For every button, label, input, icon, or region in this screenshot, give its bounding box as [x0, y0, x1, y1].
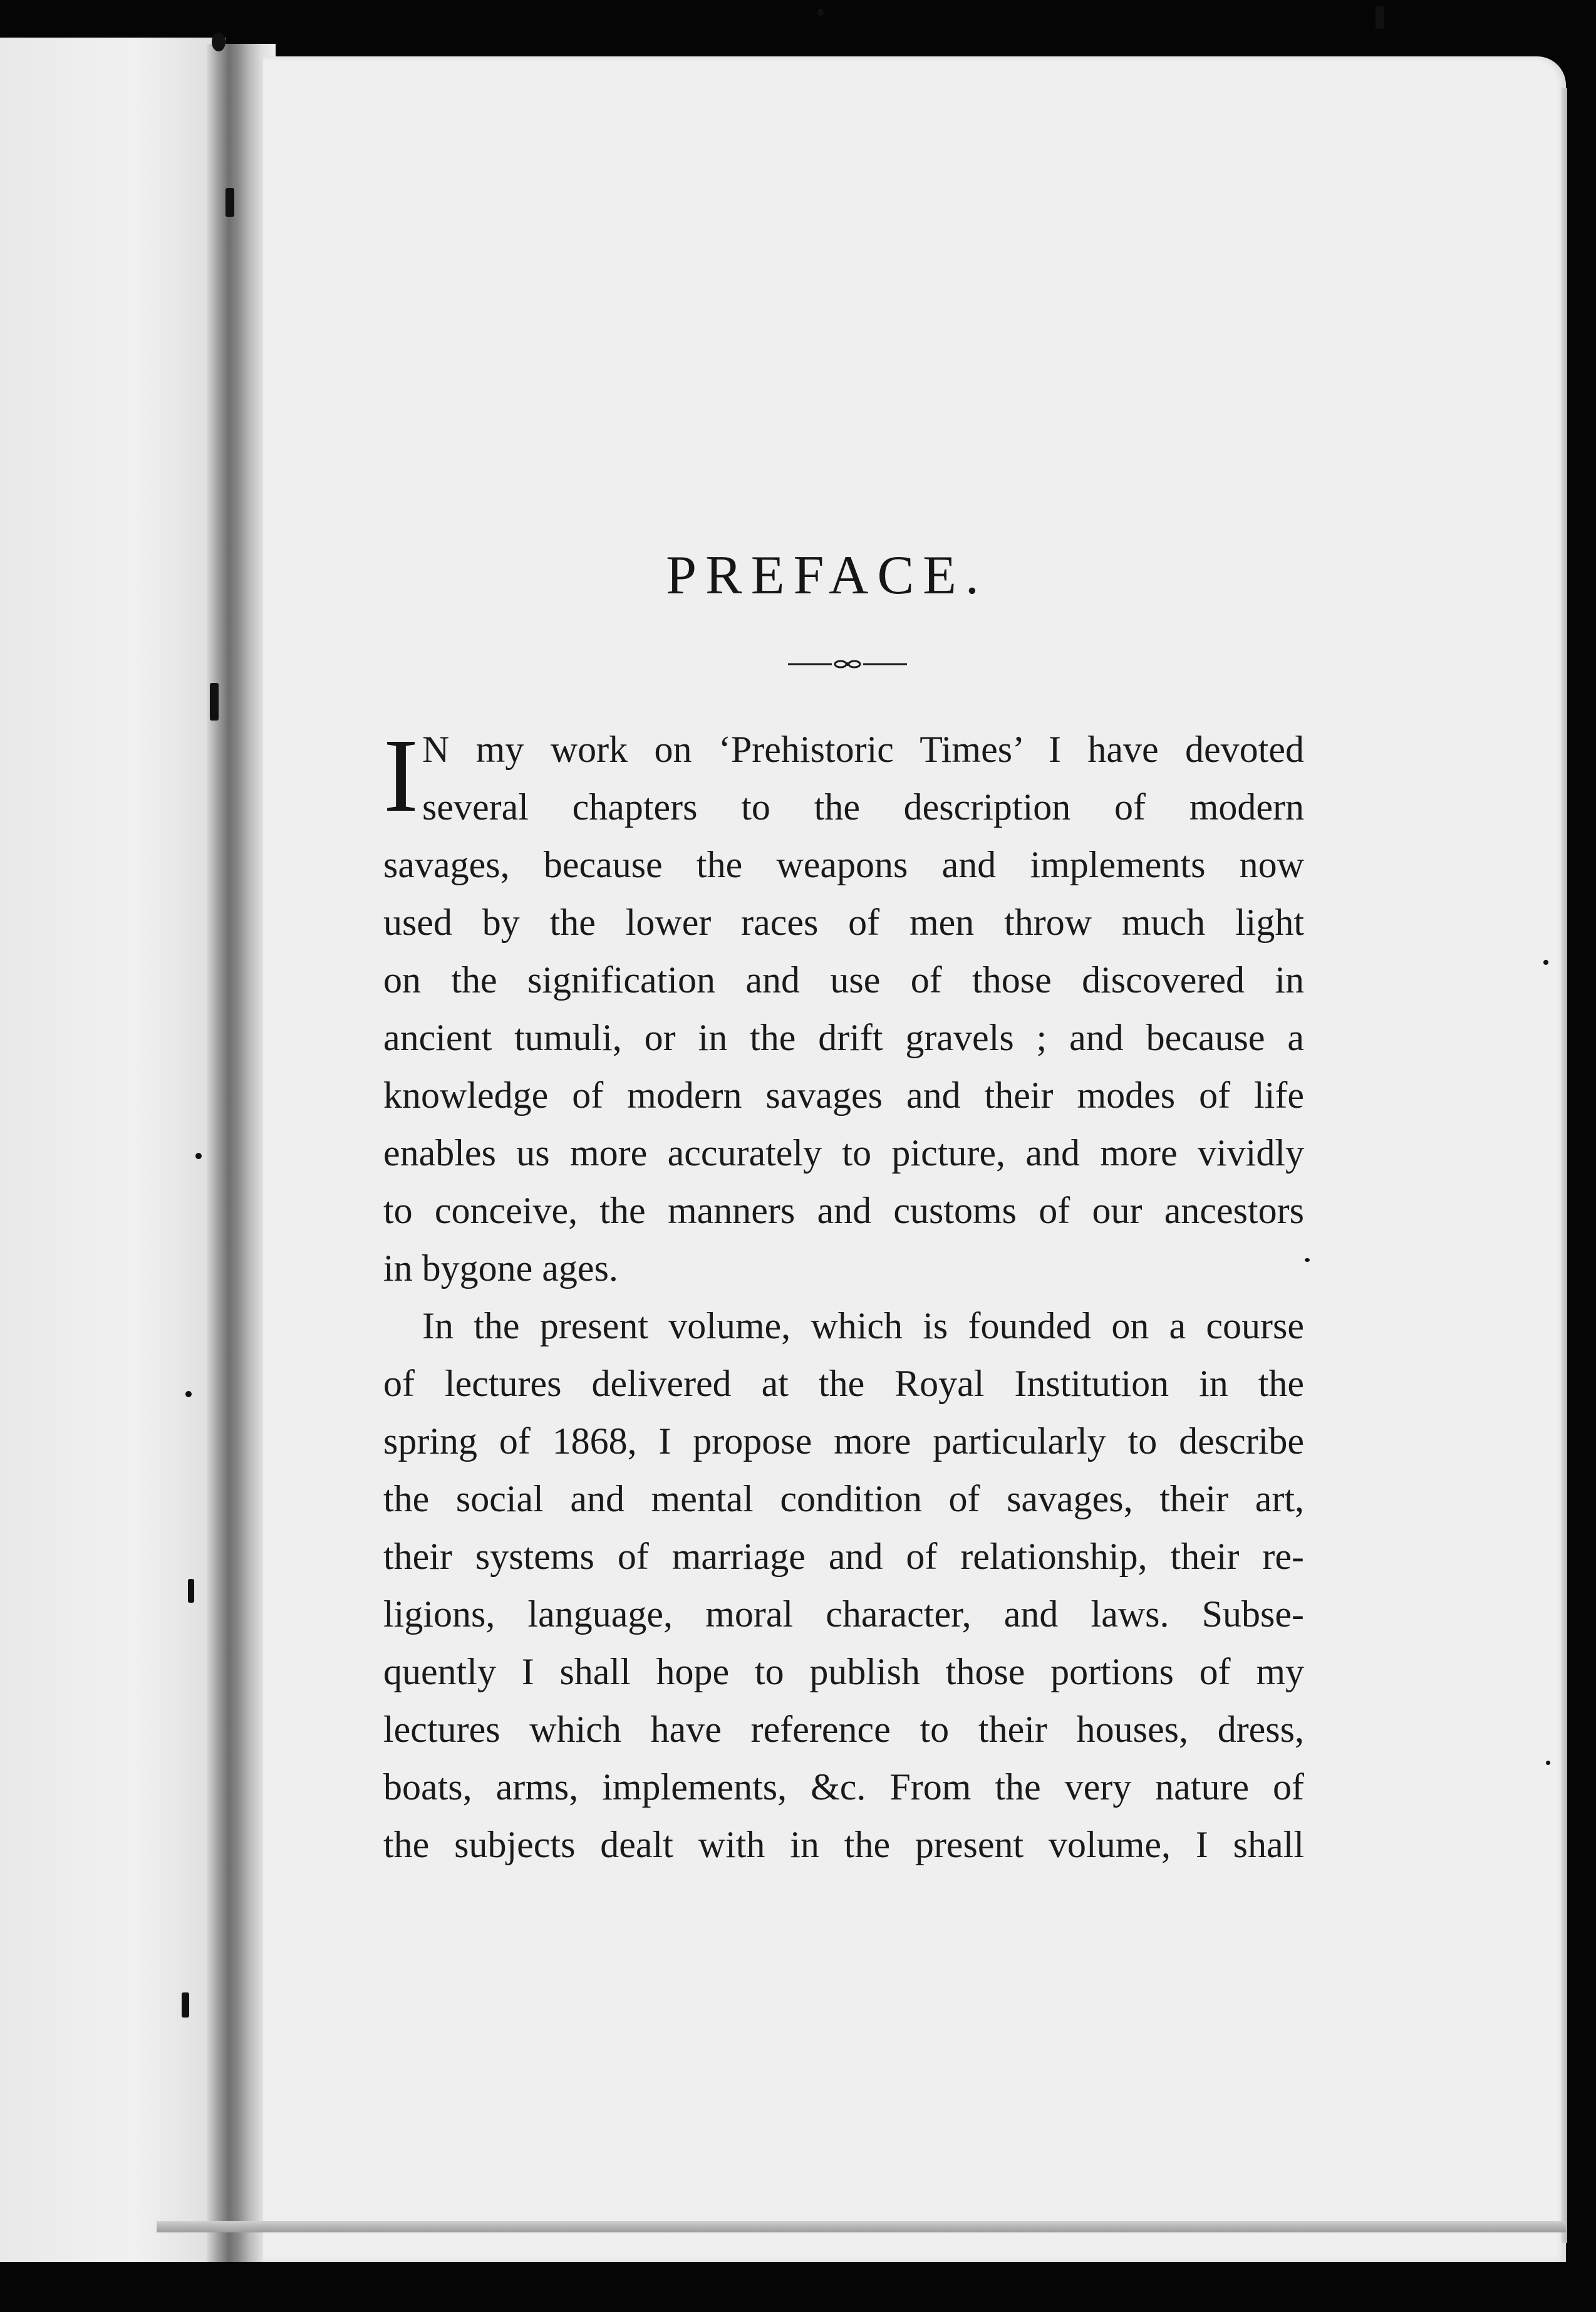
text-line: used by the lower races of men throw much light [383, 902, 1304, 943]
scan-speck [210, 683, 219, 721]
text-line: their systems of marriage and of relationship, their re- [383, 1536, 1304, 1577]
scan-speck [185, 1391, 192, 1397]
scan-speck [182, 1992, 189, 2018]
scan-speck [188, 1579, 194, 1603]
text-line: lectures which have reference to their houses, dress, [383, 1709, 1304, 1750]
scan-speck [195, 1153, 202, 1159]
body-text [383, 717, 1304, 1873]
line-text: N my work on ‘Prehistoric Times’ I have devoted [422, 729, 1304, 770]
scan-speck [817, 9, 824, 16]
page-edge-shadow [1561, 88, 1567, 2243]
text-line: the subjects dealt with in the present volume, I shall [383, 1824, 1304, 1865]
text-line: boats, arms, implements, &c. From the very nature of [383, 1766, 1304, 1808]
text-line: quently I shall hope to publish those portions of my [383, 1651, 1304, 1692]
text-line: of lectures delivered at the Royal Institution in the [383, 1363, 1304, 1404]
scan-speck [225, 188, 234, 217]
drop-cap: I [383, 717, 418, 834]
text-line: on the signification and use of those discovered in [383, 959, 1304, 1001]
text-line: the social and mental condition of savages, their art, [383, 1478, 1304, 1519]
page-title: PREFACE. [666, 545, 988, 606]
text-line: enables us more accurately to picture, and more vividly [383, 1132, 1304, 1174]
scan-speck [1546, 1761, 1550, 1765]
paragraph-1 [383, 717, 1304, 1297]
text-line: in bygone ages. [383, 1247, 618, 1289]
paragraph-2 [383, 1297, 1304, 1873]
scan-speck [212, 33, 225, 51]
page-bottom-edge [157, 2221, 1566, 2232]
scan-speck [1543, 960, 1548, 965]
previous-page-sliver [0, 38, 225, 2262]
ornament-divider [788, 652, 907, 677]
text-line: In the present volume, which is founded on a course [422, 1305, 1304, 1346]
text-line: knowledge of modern savages and their modes of life [383, 1075, 1304, 1116]
scan-speck [1376, 6, 1384, 29]
text-line: to conceive, the manners and customs of our ancestors [383, 1190, 1304, 1231]
text-line: several chapters to the description of modern [422, 786, 1304, 828]
text-line: ancient tumuli, or in the drift gravels ; and because a [383, 1017, 1304, 1058]
scan-speck [1305, 1258, 1310, 1262]
text-line: savages, because the weapons and implements now [383, 844, 1304, 885]
text-line: ligions, language, moral character, and laws. Subse- [383, 1593, 1304, 1635]
text-line: spring of 1868, I propose more particularly to describe [383, 1420, 1304, 1462]
